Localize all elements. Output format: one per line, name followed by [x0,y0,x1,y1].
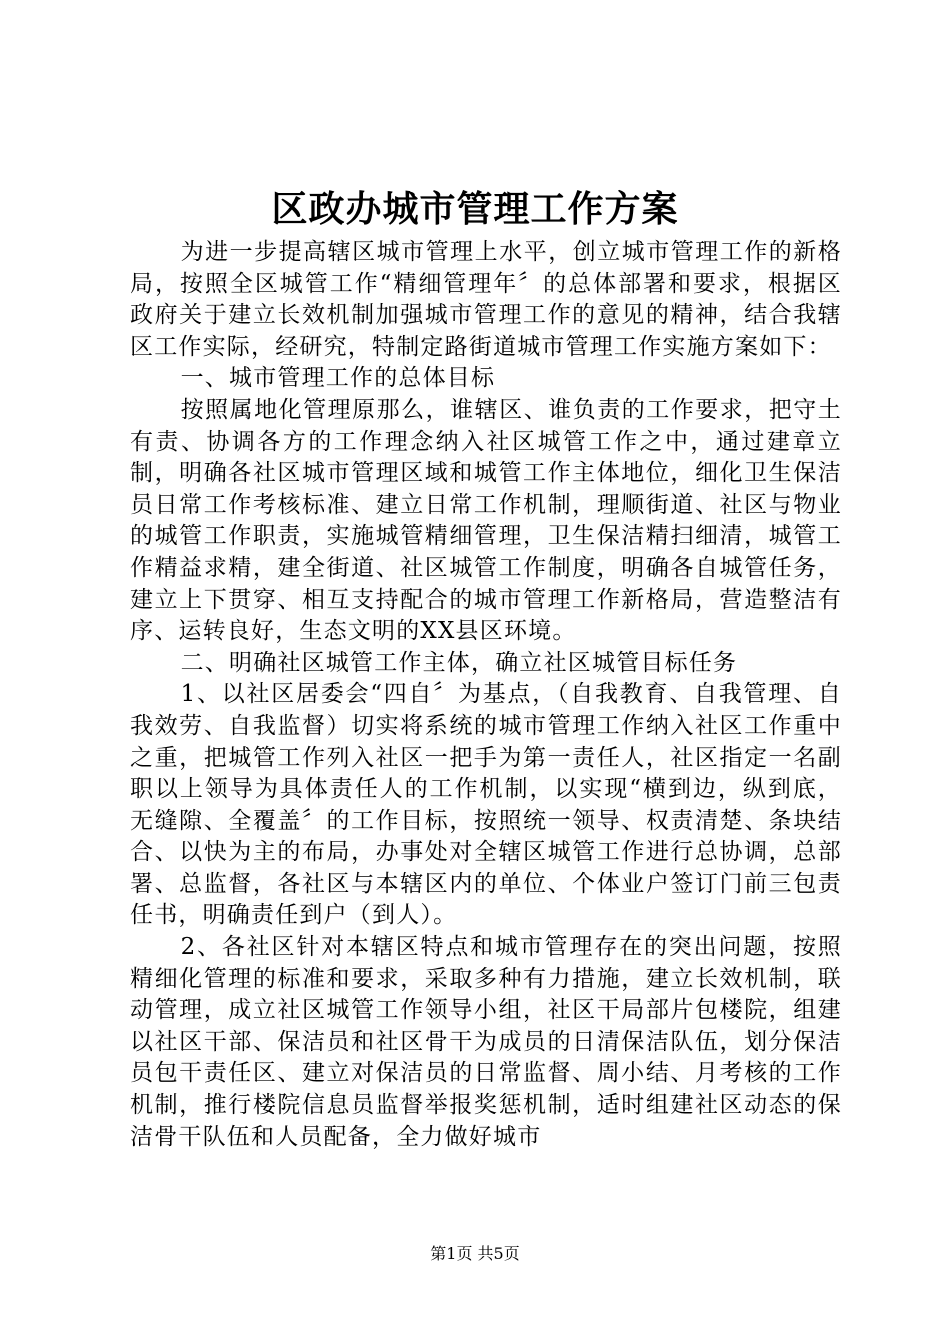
paragraph-intro: 为进一步提高辖区城市管理上水平，创立城市管理工作的新格局，按照全区城管工作“精细管理年〞的总体部署和要求，根据区政府关于建立长效机制加强城市管理工作的意见的精神，结合我辖区工作实际，经研究，特制定路街道城市管理工作实施方案如下： [130,239,842,360]
paragraph-item-1: 1、以社区居委会“四自〞为基点，（自我教育、自我管理、自我效劳、自我监督）切实将系统的城市管理工作纳入社区工作重中之重，把城管工作列入社区一把手为第一责任人，社区指定一名副职以上领导为具体责任人的工作机制，以实现“横到边，纵到底，无缝隙、全覆盖〞的工作目标，按照统一领导、权责清楚、条块结合、以快为主的布局，办事处对全辖区城管工作进行总协调，总部署、总监督，各社区与本辖区内的单位、个体业户签订门前三包责任书，明确责任到户（到人）。 [130,681,842,929]
paragraph-item-2: 2、各社区针对本辖区特点和城市管理存在的突出问题，按照精细化管理的标准和要求，采取多种有力措施，建立长效机制，联动管理，成立社区城管工作领导小组，社区干局部片包楼院，组建以社区干部、保洁员和社区骨干为成员的日清保洁队伍，划分保洁员包干责任区、建立对保洁员的日常监督、周小结、月考核的工作机制，推行楼院信息员监督举报奖惩机制，适时组建社区动态的保洁骨干队伍和人员配备，全力做好城市 [130,934,842,1150]
paragraph-section-1: 按照属地化管理原那么，谁辖区、谁负责的工作要求，把守土有责、协调各方的工作理念纳入社区城管工作之中，通过建章立制，明确各社区城市管理区域和城管工作主体地位，细化卫生保洁员日常工作考核标准、建立日常工作机制，理顺街道、社区与物业的城管工作职责，实施城管精细管理，卫生保洁精扫细清，城管工作精益求精，建全街道、社区城管工作制度，明确各自城管任务，建立上下贯穿、相互支持配合的城市管理工作新格局，营造整洁有序、运转良好，生态文明的XX县区环境。 [130,396,842,645]
heading-section-1: 一、城市管理工作的总体目标 [180,365,496,392]
page-footer: 第1页 共5页 [430,1244,520,1263]
document-body [130,237,842,1153]
heading-section-2: 二、明确社区城管工作主体，确立社区城管目标任务 [180,649,738,676]
document-title: 区政办城市管理工作方案 [271,188,679,230]
